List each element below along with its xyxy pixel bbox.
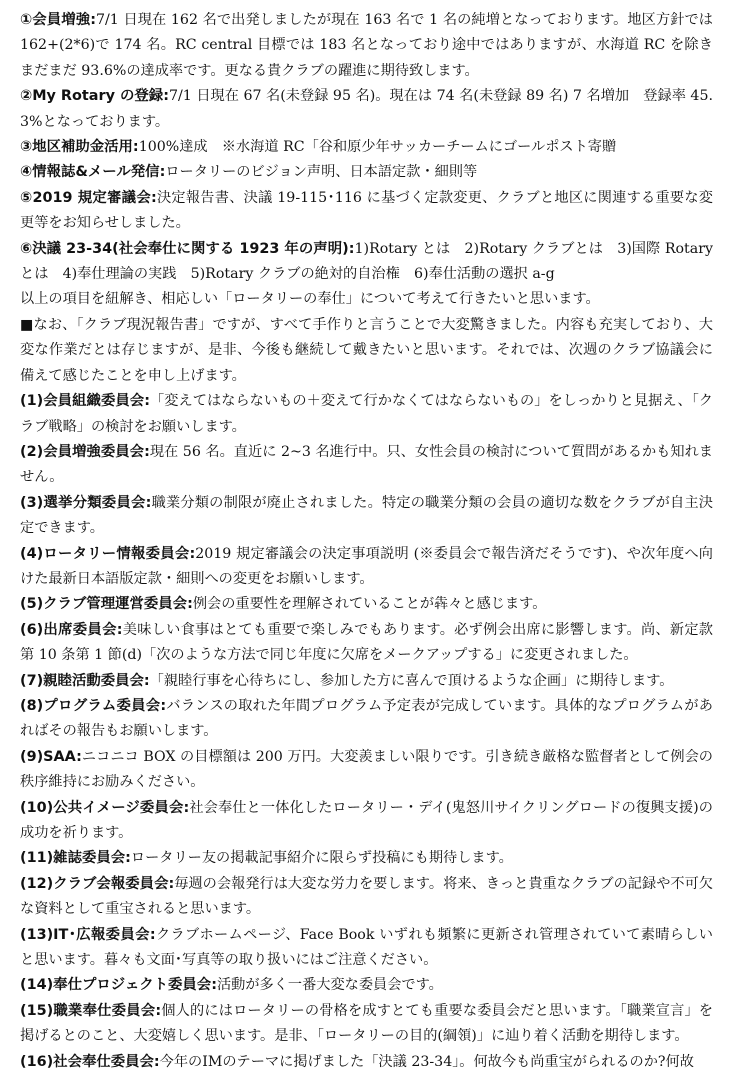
paragraph-text: 100%達成 ※水海道 RC「谷和原少年サッカーチームにゴールポスト寄贈	[138, 139, 617, 156]
paragraph-text: 「変えてはならないもの＋変えて行かなくてはならないもの」をしっかりと見据え、「クラブ戦略」の検討をお願いします。	[20, 393, 713, 435]
paragraph-summary	[20, 287, 713, 312]
paragraph-text: クラブホームページ、Face Book いずれも頻繁に更新され管理されていて素晴らしいと思います。暮々も文面･写真等の取り扱いにはご注意ください。	[20, 926, 713, 969]
paragraph-text: ニコニコ BOX の目標額は 200 万円。大変羨ましい限りです。引き続き厳格な監督者として例会の秩序維持にお励みください。	[20, 748, 713, 791]
paragraph-text: 「親睦行事を心待ちにし、参加した方に喜んで頂けるような企画」に期待します。	[149, 672, 674, 689]
paragraph-committee-10	[20, 796, 713, 847]
paragraph-text: 毎週の会報発行は大変な労力を要します。将来、きっと貴重なクラブの記録や不可欠な資料として重宝されると思います。	[20, 875, 713, 918]
paragraph-heading: (3)選挙分類委員会:	[20, 494, 152, 511]
paragraph-heading: (2)会員増強委員会:	[20, 443, 150, 460]
paragraph-club-report	[20, 313, 713, 389]
paragraph-heading: ⑤2019 規定審議会:	[20, 189, 157, 206]
paragraph-text: 7/1 日現在 162 名で出発しましたが現在 163 名で 1 名の純増となっております。地区方針では 162+(2*6)で 174 名。RC central 目標では 183 名となっており途中ではありますが、水海道 RC を除きまだまだ 93.6%の達成率です。更なる貴クラブの躍進に期待致します。	[20, 12, 713, 79]
paragraph-membership-growth	[20, 8, 713, 84]
paragraph-text: ロータリーのビジョン声明、日本語定款・細則等	[165, 164, 478, 181]
paragraph-text: 美味しい食事はとても重要で楽しみでもあります。必ず例会出席に影響します。尚、新定款第 10 条第 1 節(d)「次のような方法で同じ年度に欠席をメークアップする」に変更されました。	[20, 621, 713, 664]
paragraph-council-2019	[20, 186, 713, 237]
paragraph-committee-15	[20, 999, 713, 1050]
paragraph-heading: ④情報誌&メール発信:	[20, 164, 166, 181]
paragraph-committee-9	[20, 745, 713, 796]
paragraph-heading: (6)出席委員会:	[20, 621, 123, 638]
paragraph-committee-5	[20, 592, 713, 617]
paragraph-heading: (4)ロータリー情報委員会:	[20, 545, 196, 562]
paragraph-text: 7/1 日現在 67 名(未登録 95 名)。現在は 74 名(未登録 89 名) 7 名増加 登録率 45.3%となっております。	[20, 88, 713, 130]
paragraph-text: ロータリー友の掲載記事紹介に限らず投稿にも期待します。	[130, 850, 513, 867]
paragraph-resolution-23-34	[20, 237, 713, 288]
paragraph-heading: (7)親睦活動委員会:	[20, 672, 150, 689]
paragraph-committee-16	[20, 1050, 713, 1075]
paragraph-heading: ③地区補助金活用:	[20, 139, 139, 156]
paragraph-text: ■なお、「クラブ現況報告書」ですが、すべて手作りと言うことで大変驚きました。内容も充実しており、大変な作業だとは存じますが、是非、今後も継続して戴きたいと思います。それでは、次週のクラブ協議会に備えて感じたことを申し上げます。	[20, 316, 713, 384]
paragraph-committee-8	[20, 694, 713, 745]
paragraph-heading: ②My Rotary の登録:	[20, 88, 169, 105]
paragraph-heading: (16)社会奉仕委員会:	[20, 1053, 160, 1070]
paragraph-text: 個人的にはロータリーの骨格を成すとても重要な委員会だと思います。「職業宣言」を掲げるとのこと、大変嬉しく思います。是非、「ロータリーの目的(綱領)」に辿り着く活動を期待します。	[20, 1002, 713, 1045]
paragraph-committee-3	[20, 491, 713, 542]
paragraph-text: 決定報告書、決議 19-115･116 に基づく定款変更、クラブと地区に関連する重要な変更等をお知らせしました。	[20, 189, 713, 232]
paragraph-heading: ⑥決議 23-34(社会奉仕に関する 1923 年の声明):	[20, 240, 355, 257]
paragraph-text: 以上の項目を紐解き、相応しい「ロータリーの奉仕」について考えて行きたいと思います。	[20, 291, 600, 308]
paragraph-heading: (9)SAA:	[20, 748, 82, 765]
paragraph-committee-12	[20, 872, 713, 923]
paragraph-text: 現在 56 名。直近に 2~3 名進行中。只、女性会員の検討について質問があるかも知れません。	[20, 443, 713, 486]
paragraph-committee-11	[20, 846, 713, 871]
paragraph-heading: (11)雑誌委員会:	[20, 850, 131, 867]
paragraph-committee-7	[20, 669, 713, 694]
paragraph-heading: (8)プログラム委員会:	[20, 697, 167, 714]
paragraph-text: 例会の重要性を理解されていることが犇々と感じます。	[192, 596, 547, 613]
paragraph-heading: (12)クラブ会報委員会:	[20, 875, 175, 892]
paragraph-district-grant	[20, 135, 713, 160]
paragraph-text: 1)Rotary とは 2)Rotary クラブとは 3)国際 Rotary とは 4)奉仕理論の実践 5)Rotary クラブの絶対的自治権 6)奉仕活動の選択 a-g	[20, 240, 713, 283]
paragraph-heading: (13)IT･広報委員会:	[20, 926, 156, 943]
paragraph-info-mail	[20, 160, 713, 185]
paragraph-text: 職業分類の制限が廃止されました。特定の職業分類の会員の適切な数をクラブが自主決定できます。	[20, 494, 713, 537]
paragraph-text: 今年のIMのテーマに掲げました「決議 23-34」。何故今も尚重宝がられるのか?何故	[159, 1053, 694, 1070]
paragraph-committee-6	[20, 618, 713, 669]
paragraph-committee-4	[20, 542, 713, 593]
paragraph-my-rotary	[20, 84, 713, 135]
paragraph-committee-2	[20, 440, 713, 491]
paragraph-text: バランスの取れた年間プログラム予定表が完成しています。具体的なプログラムがあればその報告もお願いします。	[20, 697, 713, 740]
paragraph-committee-14	[20, 973, 713, 998]
paragraph-heading: (5)クラブ管理運営委員会:	[20, 596, 193, 613]
paragraph-committee-1	[20, 389, 713, 440]
paragraph-text: 2019 規定審議会の決定事項説明 (※委員会で報告済だそうです)、や次年度へ向けた最新日本語版定款・細則への変更をお願いします。	[20, 545, 713, 587]
paragraph-heading: (15)職業奉仕委員会:	[20, 1002, 162, 1019]
paragraph-heading: (1)会員組織委員会:	[20, 393, 151, 410]
paragraph-committee-13	[20, 923, 713, 974]
paragraph-text: 活動が多く一番大変な委員会です。	[216, 977, 443, 994]
paragraph-text: 社会奉仕と一体化したロータリー・デイ(鬼怒川サイクリングロードの復興支援)の成功を祈ります。	[20, 799, 713, 841]
paragraph-heading: (14)奉仕プロジェクト委員会:	[20, 977, 217, 994]
paragraph-heading: (10)公共イメージ委員会:	[20, 799, 190, 816]
paragraph-heading: ①会員増強:	[20, 12, 96, 28]
